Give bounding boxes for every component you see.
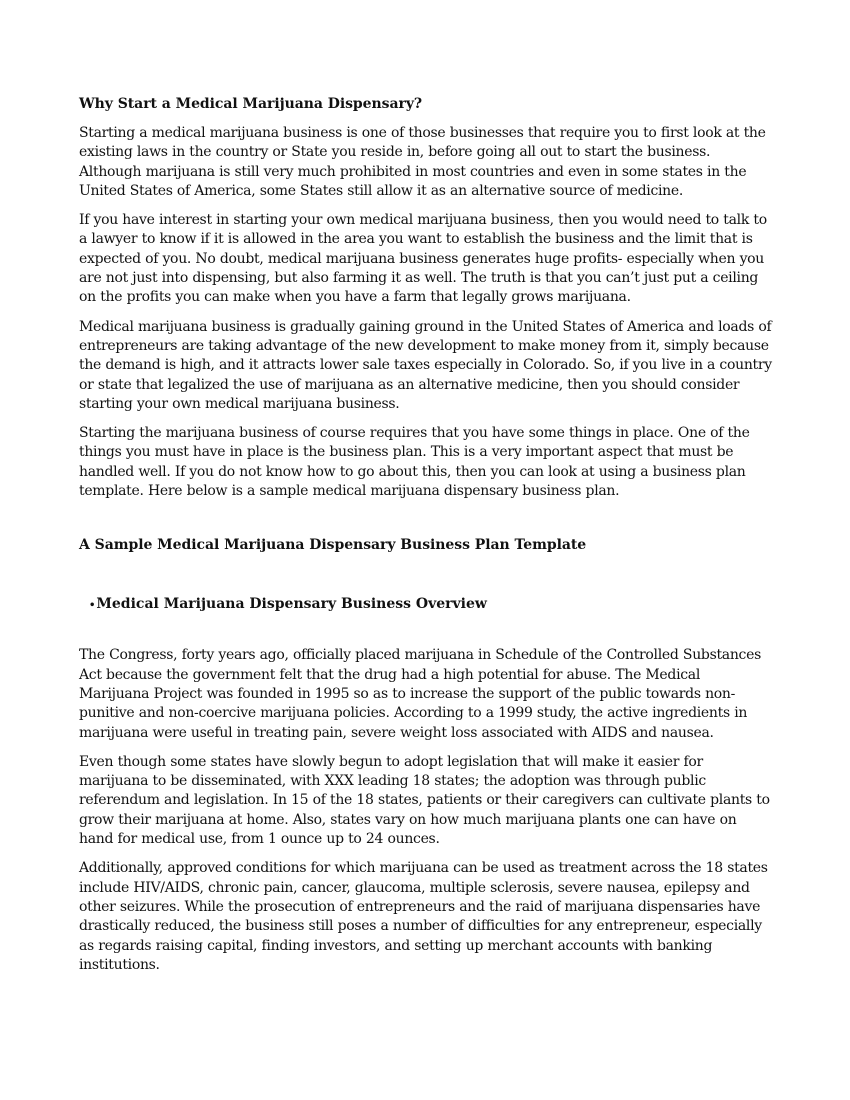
document-page xyxy=(79,95,774,985)
intro-paragraph-2: If you have interest in starting your own medical marijuana business, then you would need to talk to a lawyer to know if it is allowed in the area you want to establish the business and the limit that is expected of you. No doubt, medical marijuana business generates huge profits- especially when you are not just into dispensing, but also farming it as well. The truth is that you can’t just put a ceiling on the profits you can make when you have a farm that legally grows marijuana. xyxy=(79,212,767,306)
bullet-heading-text: Medical Marijuana Dispensary Business Overview xyxy=(96,596,487,613)
intro-paragraph-4: Starting the marijuana business of course requires that you have some things in place. One of the things you must have in place is the business plan. This is a very important aspect that must be handled well. If you do not know how to go about this, then you can look at using a business plan template. Here below is a sample medical marijuana dispensary business plan. xyxy=(79,425,750,500)
heading-why-start: Why Start a Medical Marijuana Dispensary? xyxy=(79,96,423,112)
intro-paragraph-1: Starting a medical marijuana business is one of those businesses that require you to first look at the existing laws in the country or State you reside in, before going all out to start the business. Although marijuana is still very much prohibited in most countries and even in some states in the United States of America, some States still allow it as an alternative source of medicine. xyxy=(79,125,766,199)
overview-paragraph-2: Even though some states have slowly begun to adopt legislation that will make it easier for marijuana to be disseminated, with XXX leading 18 states; the adoption was through public referendum and legislation. In 15 of the 18 states, patients or their caregivers can cultivate plants to grow their marijuana at home. Also, states vary on how much marijuana plants one can have on hand for medical use, from 1 ounce up to 24 ounces. xyxy=(79,753,770,848)
heading-sample-plan: A Sample Medical Marijuana Dispensary Business Plan Template xyxy=(79,537,587,554)
bullet-heading-overview xyxy=(89,595,774,615)
overview-paragraph-3: Additionally, approved conditions for which marijuana can be used as treatment across the 18 states include HIV/AIDS, chronic pain, cancer, glaucoma, multiple sclerosis, severe nausea, epilepsy and other seizures. While the prosecution of entrepreneurs and the raid of marijuana dispensaries have drastically reduced, the business still poses a number of difficulties for any entrepreneur, especially as regards raising capital, finding investors, and setting up merchant accounts with banking institutions. xyxy=(79,860,768,973)
overview-paragraph-1: The Congress, forty years ago, officially placed marijuana in Schedule of the Controlled Substances Act because the government felt that the drug had a high potential for abuse. The Medical Marijuana Project was founded in 1995 so as to increase the support of the public towards non-punitive and non-coercive marijuana policies. According to a 1999 study, the active ingredients in marijuana were useful in treating pain, severe weight loss associated with AIDS and nausea. xyxy=(79,647,761,741)
bullet-icon: • xyxy=(89,600,96,612)
intro-paragraph-3: Medical marijuana business is gradually gaining ground in the United States of America and loads of entrepreneurs are taking advantage of the new development to make money from it, simply because the demand is high, and it attracts lower sale taxes especially in Colorado. So, if you live in a country or state that legalized the use of marijuana as an alternative medicine, then you should consider starting your own medical marijuana business. xyxy=(79,318,772,412)
overview-section xyxy=(79,646,774,975)
